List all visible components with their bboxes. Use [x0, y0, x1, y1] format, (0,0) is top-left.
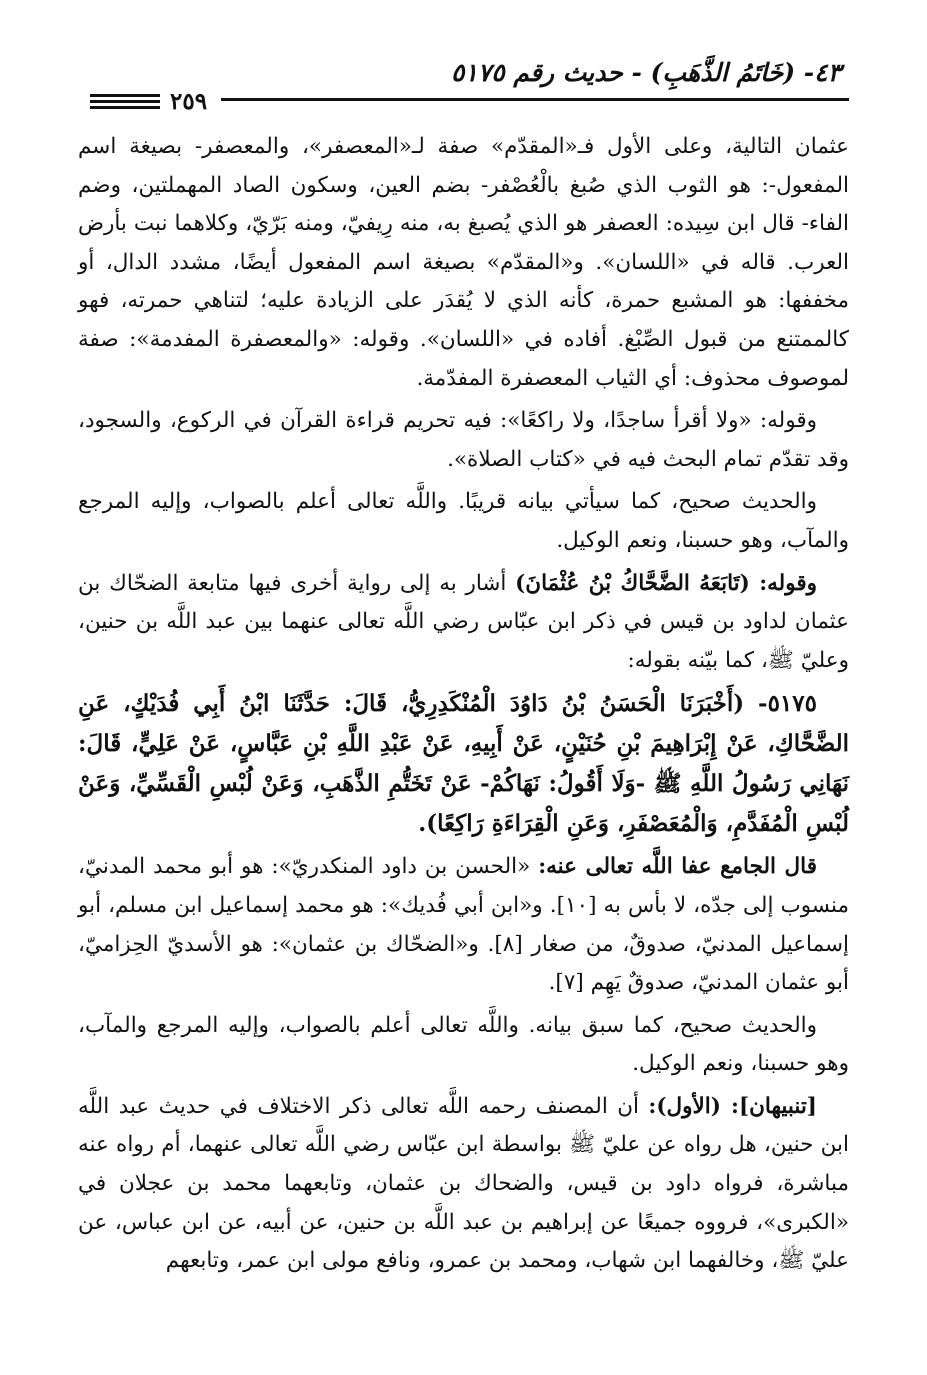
- paragraph: وقوله: «ولا أقرأ ساجدًا، ولا راكعًا»: فيه تحريم قراءة القرآن في الركوع، والسجود، وقد تقدّم تمام البحث فيه في «كتاب الصلاة».: [78, 408, 849, 472]
- page-number-block: [78, 88, 221, 115]
- paragraph-lead: قال الجامع عفا اللَّه تعالى عنه:: [538, 854, 818, 880]
- paragraph: [78, 565, 849, 681]
- paragraph-body: «الحسن بن داود المنكدريّ»: هو أبو محمد المدنيّ، منسوب إلى جدّه، لا بأس به [١٠]. و«ابن أبي فُديك»: هو محمد إسماعيل ابن مسلم، أبو إسماعيل المدنيّ، صدوقٌ، من صغار [٨]. و«الضحّاك بن عثمان»: هو الأسديّ الحِزاميّ، أبو عثمان المدنيّ، صدوقٌ يَهِم [٧].: [78, 854, 850, 996]
- paragraph: والحديث صحيح، كما سبق بيانه. واللَّه تعالى أعلم بالصواب، وإليه المرجع والمآب، وهو حسبنا، ونعم الوكيل.: [78, 1012, 849, 1077]
- paragraph: عثمان التالية، وعلى الأول فـ«المقدّم» صفة لـ«المعصفر»، والمعصفر- بصيغة اسم المفعول-: هو الثوب الذي صُبغ بالْعُصْفر- بضم العين، وسكون الصاد المهملتين، وضم الفاء- قال ابن سِيده: العصفر هو الذي يُصبغ به، منه رِيفيّ، ومنه بَرّيّ، وكلاهما نبت بأرض العرب. قاله في «اللسان». و«المقدّم» بصيغة اسم المفعول أيضًا، مشدد الدال، أو مخففها: هو المشبع حمرة، كأنه الذي لا يُقدَر على الزيادة عليه؛ لتناهي حمرته، فهو كالممتنع من قبول الصِّبْغ. أفاده في «اللسان». وقوله: «والمعصفرة المفدمة»: صفة لموصوف محذوف: أي الثياب المعصفرة المفدّمة.: [78, 134, 849, 391]
- paragraph: [78, 848, 849, 1002]
- paragraph-lead: [تنبيهان]: (الأول):: [648, 1093, 817, 1119]
- page-number: ٢٥٩: [170, 88, 208, 115]
- paragraph: [78, 1088, 849, 1281]
- hadith-text: ٥١٧٥- (أَخْبَرَنَا الْحَسَنُ بْنُ دَاوُدَ الْمُنْكَدِرِيُّ، قَالَ: حَدَّثَنَا ابْنُ أَبِي فُدَيْكٍ، عَنِ الضَّحَّاكِ، عَنْ إِبْرَاهِيمَ بْنِ حُنَيْنٍ، عَنْ أَبِيهِ، عَنْ عَبْدِ اللَّهِ بْنِ عَبَّاسٍ، عَنْ عَلِيٍّ، قَالَ: نَهَانِي رَسُولُ اللَّهِ ﷺ -وَلَا أَقُولُ: نَهَاكُمْ- عَنْ تَخَتُّمِ الذَّهَبِ، وَعَنْ لُبْسِ الْقَسِّيِّ، وَعَنْ لُبْسِ الْمُفَدَّمِ، وَالْمُعَصْفَرِ، وَعَنِ الْقِرَاءَةِ رَاكِعًا).: [78, 690, 849, 838]
- paragraph-body: أشار به إلى رواية أخرى فيها متابعة الضحّاك بن عثمان لداود بن قيس في ذكر ابن عبّاس رضي اللَّه تعالى عنهما بين عبد اللَّه بن حنين، وعليّ ﷺ، كما بيّنه بقوله:: [78, 570, 849, 673]
- paragraph-body: أن المصنف رحمه اللَّه تعالى ذكر الاختلاف في حديث عبد اللَّه ابن حنين، هل رواه عن عليّ ﷺ بواسطة ابن عبّاس رضي اللَّه تعالى عنهما، أم رواه عنه مباشرة، فرواه داود بن قيس، والضحاك بن عثمان، وتابعهما محمد بن عجلان في «الكبرى»، فرووه جميعًا عن إبراهيم بن عبد اللَّه بن حنين، عن أبيه، عن ابن عباس، عن عليّ ﷺ، وخالفهما ابن شهاب، ومحمد بن عمرو، ونافع مولى ابن عمر، وتابعهم: [78, 1093, 849, 1274]
- running-title: ٤٣- (خَاتَمُ الذَّهَبِ) - حديث رقم ٥١٧٥: [450, 58, 841, 87]
- page-number-bars: [90, 94, 160, 109]
- body-text: [78, 128, 849, 1281]
- paragraph-lead: وقوله: (تَابَعَهُ الضَّحَّاكُ بْنُ عُثْمَانَ): [515, 570, 818, 596]
- paragraph: والحديث صحيح، كما سيأتي بيانه قريبًا. واللَّه تعالى أعلم بالصواب، وإليه المرجع والمآب، وهو حسبنا، ونعم الوكيل.: [78, 489, 849, 553]
- page-header: [78, 58, 849, 118]
